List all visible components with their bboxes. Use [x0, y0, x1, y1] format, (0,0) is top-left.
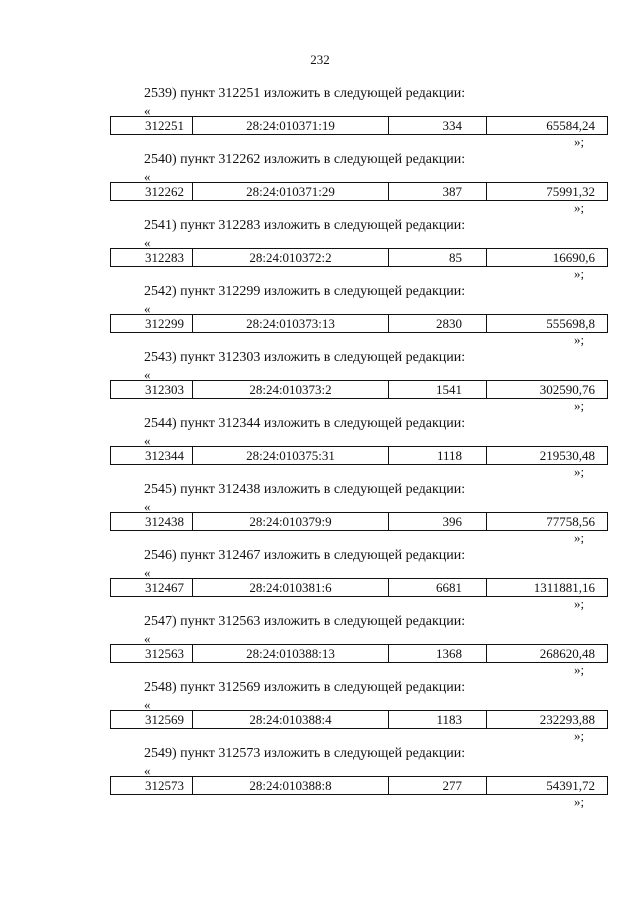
cadastral-number-cell: 28:24:010373:13: [193, 315, 389, 332]
cadastral-number-cell: 28:24:010371:19: [193, 117, 389, 134]
table-row: [110, 380, 608, 399]
page-number: 232: [310, 52, 330, 67]
value-cell: 555698,8: [546, 316, 595, 331]
cadastral-number-cell: 28:24:010373:2: [193, 381, 389, 398]
open-quote: «: [144, 301, 151, 316]
row-id-cell: 312563: [111, 645, 193, 662]
row-id-cell: 312251: [111, 117, 193, 134]
value-cell: 16690,6: [552, 250, 595, 265]
row-id-cell: 312467: [111, 579, 193, 596]
cadastral-number-cell: 28:24:010388:8: [193, 777, 389, 794]
amendment-entry: [0, 350, 640, 416]
row-id-cell: 312299: [111, 315, 193, 332]
table-row: [110, 248, 608, 267]
quantity-cell: 1368: [389, 645, 487, 662]
close-quote: »;: [574, 464, 585, 479]
close-quote: »;: [574, 398, 585, 413]
amendment-heading: 2545) пункт 312438 изложить в следующей редакции:: [144, 482, 466, 497]
amendment-entry: [0, 416, 640, 482]
value-cell: 75991,32: [546, 184, 595, 199]
amendment-entry: [0, 482, 640, 548]
quantity-cell: 1118: [389, 447, 487, 464]
row-id-cell: 312573: [111, 777, 193, 794]
value-cell: 65584,24: [546, 118, 595, 133]
open-quote: «: [144, 763, 151, 778]
close-quote: »;: [574, 332, 585, 347]
quantity-cell: 85: [389, 249, 487, 266]
amendment-heading: 2542) пункт 312299 изложить в следующей редакции:: [144, 284, 466, 299]
quantity-cell: 396: [389, 513, 487, 530]
close-quote: »;: [574, 728, 585, 743]
value-cell: 232293,88: [539, 712, 595, 727]
table-row: [110, 314, 608, 333]
amendment-heading: 2543) пункт 312303 изложить в следующей редакции:: [144, 350, 466, 365]
value-cell: 268620,48: [539, 646, 595, 661]
close-quote: »;: [574, 530, 585, 545]
close-quote: »;: [574, 596, 585, 611]
amendment-heading: 2549) пункт 312573 изложить в следующей редакции:: [144, 746, 466, 761]
amendment-entry: [0, 218, 640, 284]
open-quote: «: [144, 169, 151, 184]
close-quote: »;: [574, 200, 585, 215]
cadastral-number-cell: 28:24:010388:4: [193, 711, 389, 728]
open-quote: «: [144, 697, 151, 712]
value-cell: 1311881,16: [533, 580, 595, 595]
cadastral-number-cell: 28:24:010375:31: [193, 447, 389, 464]
amendment-entry: [0, 746, 640, 812]
close-quote: »;: [574, 662, 585, 677]
close-quote: »;: [574, 134, 585, 149]
cadastral-number-cell: 28:24:010372:2: [193, 249, 389, 266]
value-cell: 219530,48: [539, 448, 595, 463]
table-row: [110, 512, 608, 531]
open-quote: «: [144, 433, 151, 448]
open-quote: «: [144, 631, 151, 646]
open-quote: «: [144, 565, 151, 580]
table-row: [110, 116, 608, 135]
quantity-cell: 6681: [389, 579, 487, 596]
row-id-cell: 312344: [111, 447, 193, 464]
cadastral-number-cell: 28:24:010379:9: [193, 513, 389, 530]
open-quote: «: [144, 499, 151, 514]
quantity-cell: 387: [389, 183, 487, 200]
table-row: [110, 776, 608, 795]
quantity-cell: 2830: [389, 315, 487, 332]
close-quote: »;: [574, 266, 585, 281]
cadastral-number-cell: 28:24:010371:29: [193, 183, 389, 200]
amendment-heading: 2539) пункт 312251 изложить в следующей редакции:: [144, 86, 466, 101]
table-row: [110, 182, 608, 201]
table-row: [110, 644, 608, 663]
value-cell: 77758,56: [546, 514, 595, 529]
quantity-cell: 1541: [389, 381, 487, 398]
amendment-heading: 2547) пункт 312563 изложить в следующей редакции:: [144, 614, 466, 629]
quantity-cell: 1183: [389, 711, 487, 728]
amendment-heading: 2540) пункт 312262 изложить в следующей редакции:: [144, 152, 466, 167]
cadastral-number-cell: 28:24:010388:13: [193, 645, 389, 662]
amendment-entry: [0, 86, 640, 152]
value-cell: 302590,76: [539, 382, 595, 397]
table-row: [110, 710, 608, 729]
open-quote: «: [144, 367, 151, 382]
amendment-entry: [0, 152, 640, 218]
amendment-heading: 2546) пункт 312467 изложить в следующей редакции:: [144, 548, 466, 563]
amendment-entry: [0, 284, 640, 350]
row-id-cell: 312438: [111, 513, 193, 530]
quantity-cell: 277: [389, 777, 487, 794]
amendment-heading: 2544) пункт 312344 изложить в следующей редакции:: [144, 416, 466, 431]
amendment-entry: [0, 614, 640, 680]
row-id-cell: 312283: [111, 249, 193, 266]
row-id-cell: 312303: [111, 381, 193, 398]
table-row: [110, 578, 608, 597]
close-quote: »;: [574, 794, 585, 809]
row-id-cell: 312569: [111, 711, 193, 728]
amendment-heading: 2541) пункт 312283 изложить в следующей редакции:: [144, 218, 466, 233]
quantity-cell: 334: [389, 117, 487, 134]
table-row: [110, 446, 608, 465]
cadastral-number-cell: 28:24:010381:6: [193, 579, 389, 596]
open-quote: «: [144, 103, 151, 118]
value-cell: 54391,72: [546, 778, 595, 793]
amendment-entry: [0, 548, 640, 614]
amendment-heading: 2548) пункт 312569 изложить в следующей редакции:: [144, 680, 466, 695]
amendment-entry: [0, 680, 640, 746]
open-quote: «: [144, 235, 151, 250]
row-id-cell: 312262: [111, 183, 193, 200]
